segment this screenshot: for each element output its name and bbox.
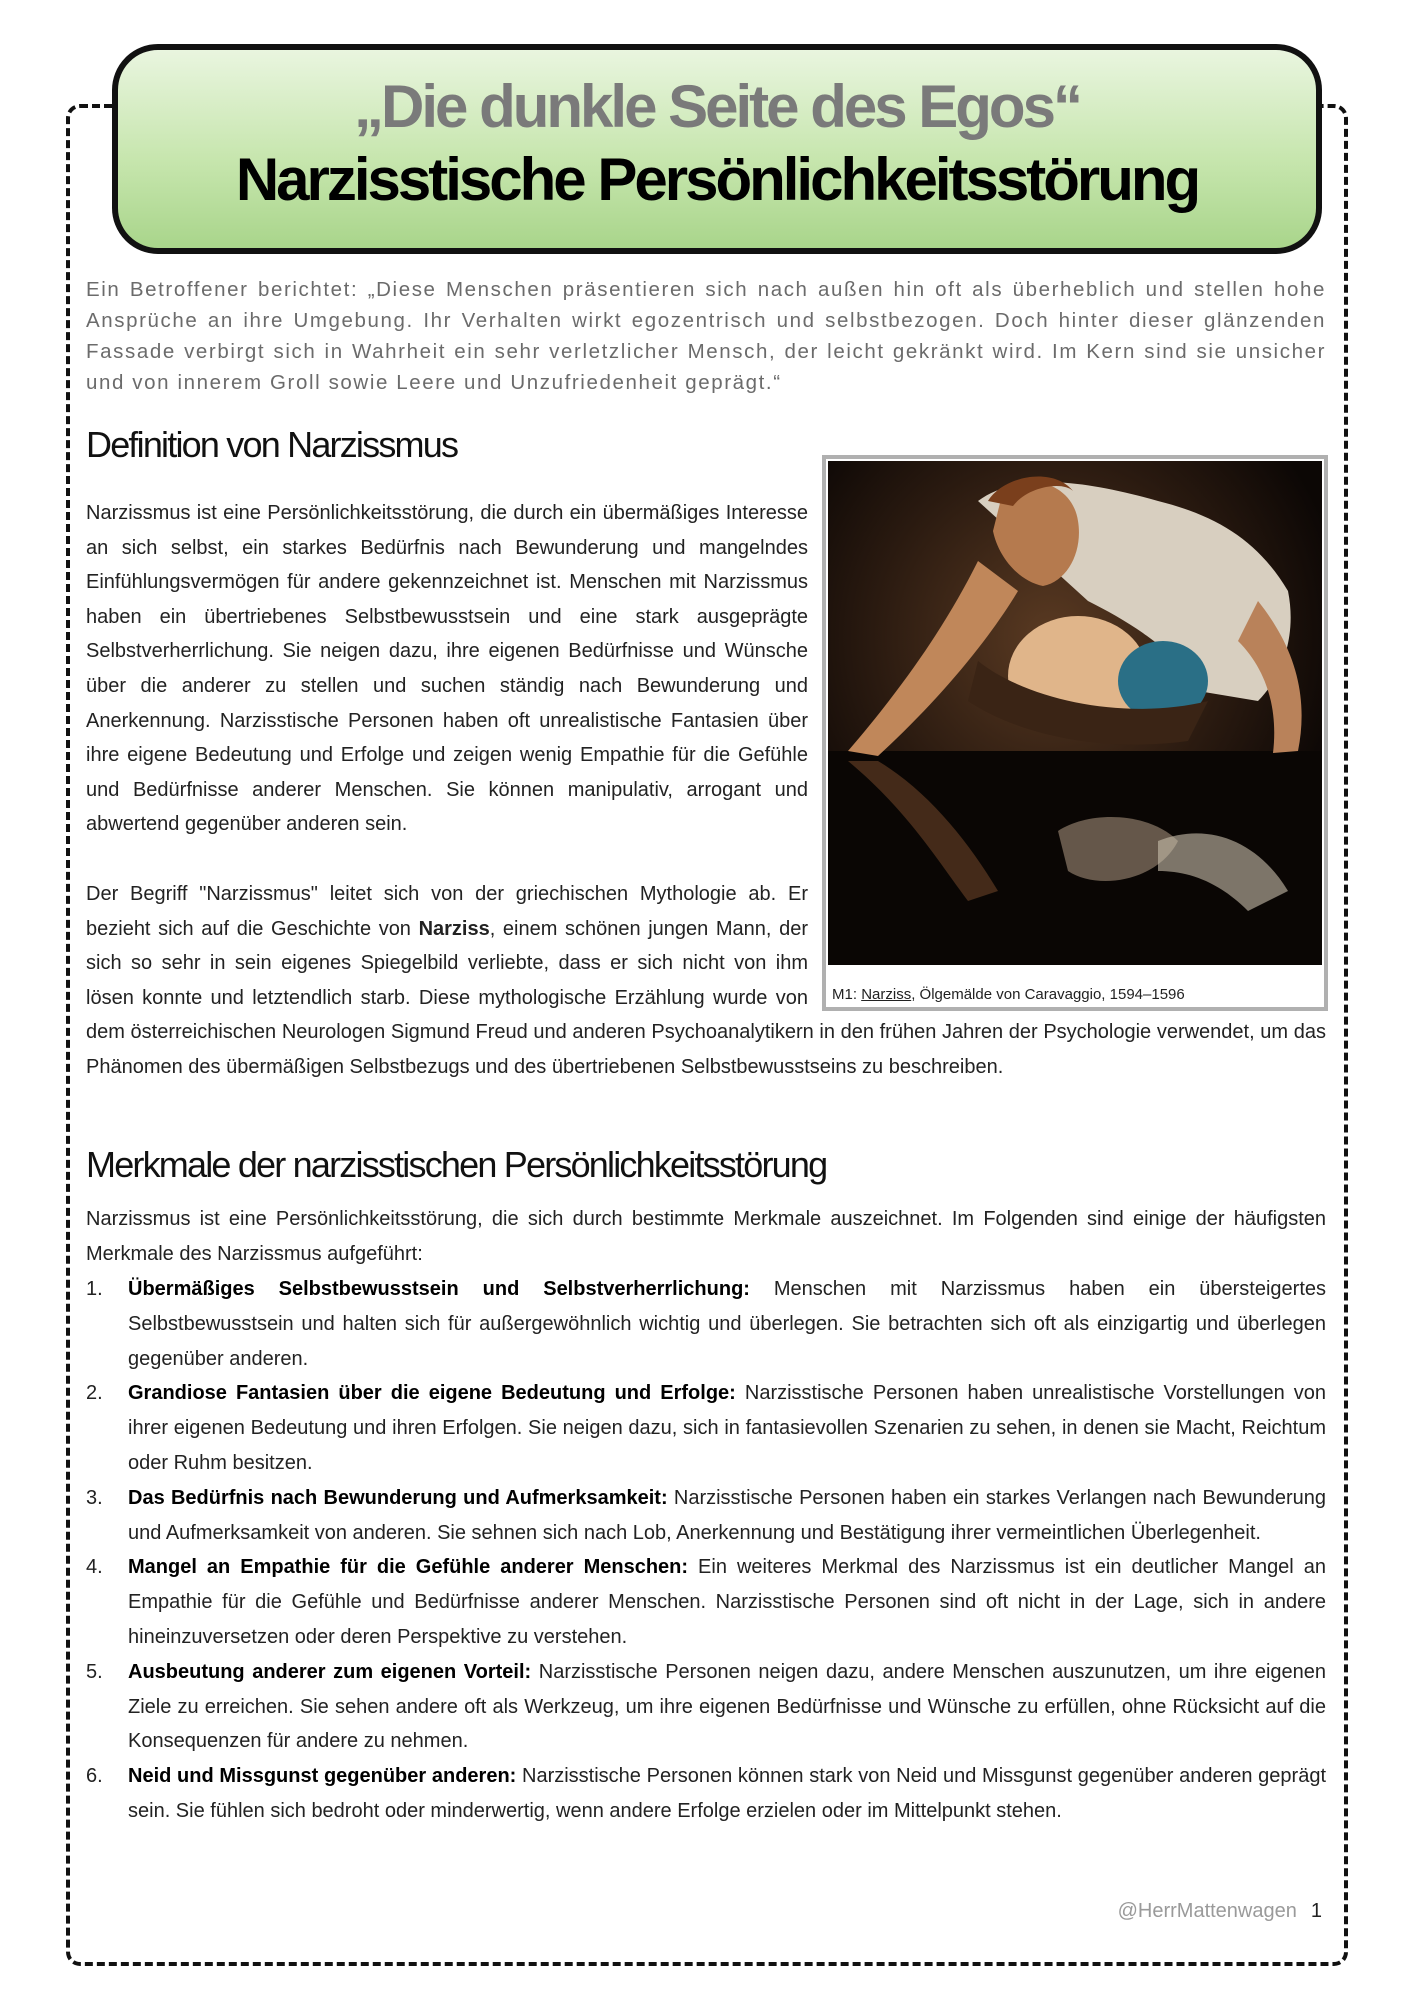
caption-prefix: M1: <box>832 986 862 1003</box>
features-intro: Narzissmus ist eine Persönlichkeitsstörung, die sich durch bestimmte Merkmale auszeichnet. Im Folgenden sind einige der häufigsten Merkmale des Narzissmus aufgeführt: <box>86 1208 1326 1265</box>
paragraph2-part-1: Der Begriff "Narzissmus" leitet sich von der griechischen Mythologie ab. Er bezieht sich auf die Geschichte von <box>86 883 808 940</box>
features-list <box>86 1272 1326 1829</box>
definition-paragraph-1: Narzissmus ist eine Persönlichkeitsstörung, die durch ein übermäßiges Interesse an sich selbst, ein starkes Bedürfnis nach Bewunderung und mangelndes Einfühlungsvermögen für andere gekennzeichnet ist. Menschen mit Narzissmus haben ein übertriebenes Selbstbewusstsein und eine stark ausgeprägte Selbstverherrlichung. Sie neigen dazu, ihre eigenen Bedürfnisse und Wünsche über die anderer zu stellen und suchen ständig nach Bewunderung und Anerkennung. Narzisstische Personen haben oft unrealistische Fantasien über ihre eigene Bedeutung und Erfolge und zeigen wenig Empathie für die Gefühle und Bedürfnisse anderer Menschen. Sie können manipulativ, arrogant und abwertend gegenüber anderen sein. <box>86 502 808 836</box>
title-banner <box>112 44 1322 254</box>
features-heading: Merkmale der narzisstischen Persönlichkeitsstörung <box>86 1144 827 1185</box>
list-item: 3. Das Bedürfnis nach Bewunderung und Aufmerksamkeit: Narzisstische Personen haben ein starkes Verlangen nach Bewunderung und Aufmerksamkeit von anderen. Sie sehnen sich nach Lob, Anerkennung und Bestätigung ihrer vermeintlichen Überlegenheit. <box>86 1486 1326 1544</box>
list-item: 1. Übermäßiges Selbstbewusstsein und Selbstverherrlichung: Menschen mit Narzissmus haben ein übersteigertes Selbstbewusstsein und halten sich für außergewöhnlich wichtig und überlegen. Sie betrachten sich oft als einzigartig und überlegen gegenüber anderen. <box>86 1278 1326 1370</box>
list-item: 2. Grandiose Fantasien über die eigene Bedeutung und Erfolge: Narzisstische Personen haben unrealistische Vorstellungen von ihrer eigenen Bedeutung und ihren Erfolgen. Sie neigen dazu, sich in fantasievollen Szenarien zu sehen, in denen sie Macht, Reichtum oder Ruhm besitzen. <box>86 1382 1326 1474</box>
paragraph2-part-2: , einem schönen jungen Mann, der sich so sehr in sein eigenes Spiegelbild verliebte, dass er sich nicht von ihm lösen konnte und letztendlich starb. Diese mythologische Erzählung wurde von dem österreichischen Neurologen Sigmund Freud und anderen Psychoanalytikern in den frühen Jahren der Psychologie verwendet, um das Phänomen des übermäßigen Selbstbezugs und des übertriebenen Selbstbewusstseins zu beschreiben. <box>86 917 1326 1078</box>
intro-quote: Ein Betroffener berichtet: „Diese Menschen präsentieren sich nach außen hin oft als überheblich und stellen hohe Ansprüche an ihre Umgebung. Ihr Verhalten wirkt egozentrisch und selbstbezogen. Doch hinter dieser glänzenden Fassade verbirgt sich in Wahrheit ein sehr verletzlicher Mensch, der leicht gekränkt wird. Im Kern sind sie unsicher und von innerem Groll sowie Leere und Unzufriedenheit geprägt.“ <box>86 278 1326 394</box>
caption-link[interactable]: Narziss <box>861 986 912 1003</box>
list-item: 4. Mangel an Empathie für die Gefühle anderer Menschen: Ein weiteres Merkmal des Narzissmus ist ein deutlicher Mangel an Empathie für die Gefühle und Bedürfnisse anderer Menschen. Narzisstische Personen sind oft nicht in der Lage, sich in andere hineinzuversetzen oder deren Perspektive zu verstehen. <box>86 1556 1326 1648</box>
title-line-1: „Die dunkle Seite des Egos“ <box>354 73 1080 140</box>
narziss-bold: Narziss <box>418 917 490 940</box>
caption-rest: , Ölgemälde von Caravaggio, 1594–1596 <box>911 986 1185 1003</box>
list-item: 5. Ausbeutung anderer zum eigenen Vorteil: Narzisstische Personen neigen dazu, andere Menschen auszunutzen, um ihre eigenen Ziele zu erreichen. Sie sehen andere oft als Werkzeug, um ihre eigenen Bedürfnisse und Wünsche zu erfüllen, ohne Rücksicht auf die Konsequenzen für andere zu nehmen. <box>86 1660 1327 1753</box>
page-number: 1 <box>1310 1900 1322 1922</box>
definition-paragraph-2 <box>86 877 1326 1085</box>
definition-heading: Definition von Narzissmus <box>86 424 458 465</box>
page-footer <box>1118 1900 1322 1923</box>
author-handle: @HerrMattenwagen <box>1117 1900 1297 1922</box>
title-line-2: Narzisstische Persönlichkeitsstörung <box>235 146 1199 213</box>
list-item: 6. Neid und Missgunst gegenüber anderen: Narzisstische Personen können stark von Neid und Missgunst gegenüber anderen geprägt sein. Sie fühlen sich bedroht oder minderwertig, wenn andere Erfolge erzielen oder im Mittelpunkt stehen. <box>86 1765 1326 1822</box>
